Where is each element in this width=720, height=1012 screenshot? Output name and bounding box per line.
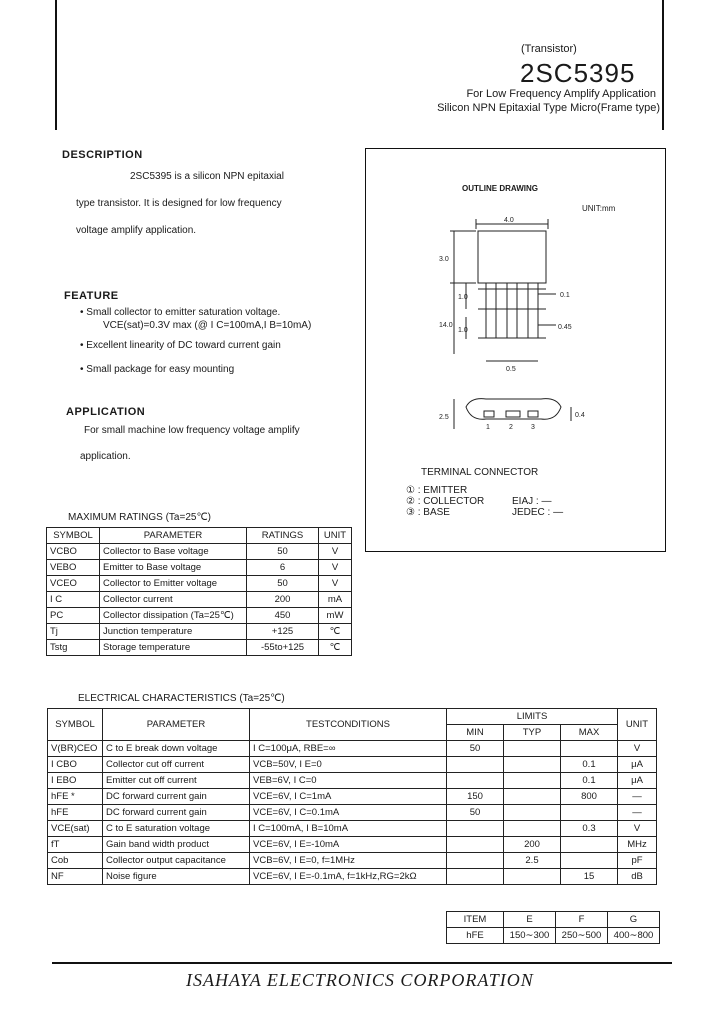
- cell: V: [618, 741, 657, 757]
- cell: hFE *: [48, 789, 103, 805]
- dim-4-0: 4.0: [504, 217, 514, 224]
- pin-3-label: 3: [531, 424, 535, 431]
- cell: Noise figure: [103, 869, 250, 885]
- elec-title: ELECTRICAL CHARACTERISTICS (Ta=25℃): [78, 693, 285, 704]
- cell: 0.1: [561, 757, 618, 773]
- description-line-3: voltage amplify application.: [76, 225, 197, 236]
- cell: Collector to Emitter voltage: [100, 576, 247, 592]
- cell: fT: [48, 837, 103, 853]
- table-row: [47, 560, 352, 576]
- table-row: [48, 773, 657, 789]
- col-min: MIN: [447, 725, 504, 741]
- cell: VEB=6V, I C=0: [250, 773, 447, 789]
- col-limits: LIMITS: [447, 709, 618, 725]
- cell: +125: [247, 624, 319, 640]
- cell: V: [319, 560, 352, 576]
- cell: [561, 853, 618, 869]
- cell: E: [504, 912, 556, 928]
- col-max: MAX: [561, 725, 618, 741]
- cell: DC forward current gain: [103, 789, 250, 805]
- feature-heading: FEATURE: [64, 290, 119, 302]
- cell: V(BR)CEO: [48, 741, 103, 757]
- cell: 450: [247, 608, 319, 624]
- col-unit: UNIT: [319, 528, 352, 544]
- cell: 6: [247, 560, 319, 576]
- dim-1-0-b: 1.0: [458, 327, 468, 334]
- cell: G: [608, 912, 660, 928]
- cell: [504, 757, 561, 773]
- cell: 150∼300: [504, 928, 556, 944]
- cell: [504, 741, 561, 757]
- feature-item-1: • Small collector to emitter saturation voltage.: [80, 307, 281, 318]
- cell: VCE=6V, I C=1mA: [250, 789, 447, 805]
- cell: V: [319, 544, 352, 560]
- outline-drawing-box: [365, 148, 666, 552]
- col-conditions: TESTCONDITIONS: [250, 709, 447, 741]
- dim-14-0: 14.0: [439, 322, 453, 329]
- cell: ℃: [319, 624, 352, 640]
- application-line-1: For small machine low frequency voltage amplify: [84, 425, 300, 436]
- cell: —: [618, 789, 657, 805]
- cell: PC: [47, 608, 100, 624]
- category-label: (Transistor): [521, 43, 577, 55]
- terminal-base: ③ : BASE: [406, 507, 450, 518]
- cell: I EBO: [48, 773, 103, 789]
- cell: 50: [447, 741, 504, 757]
- cell: pF: [618, 853, 657, 869]
- company-name: ISAHAYA ELECTRONICS CORPORATION: [186, 970, 534, 990]
- description-heading: DESCRIPTION: [62, 149, 143, 161]
- cell: I CBO: [48, 757, 103, 773]
- cell: [504, 869, 561, 885]
- cell: [447, 773, 504, 789]
- cell: I C=100μA, RBE=∞: [250, 741, 447, 757]
- feature-item-1-detail: VCE(sat)=0.3V max (@ I C=100mA,I B=10mA): [103, 320, 312, 331]
- terminal-collector: ② : COLLECTOR: [406, 496, 485, 507]
- cell: 800: [561, 789, 618, 805]
- cell: [561, 805, 618, 821]
- description-line-2: type transistor. It is designed for low frequency: [76, 198, 282, 209]
- cell: 50: [447, 805, 504, 821]
- table-row: [47, 544, 352, 560]
- dim-2-5: 2.5: [439, 414, 449, 421]
- subtitle-line-1: For Low Frequency Amplify Application: [466, 88, 656, 100]
- cell: DC forward current gain: [103, 805, 250, 821]
- cell: Collector cut off current: [103, 757, 250, 773]
- cell: Collector to Base voltage: [100, 544, 247, 560]
- max-ratings-table: [46, 527, 352, 656]
- cell: 50: [247, 544, 319, 560]
- cell: Collector output capacitance: [103, 853, 250, 869]
- cell: 200: [504, 837, 561, 853]
- package-side-view: [466, 399, 561, 420]
- cell: 2.5: [504, 853, 561, 869]
- col-parameter: PARAMETER: [103, 709, 250, 741]
- table-row: [48, 789, 657, 805]
- outline-drawing-svg: [366, 149, 663, 469]
- cell: Junction temperature: [100, 624, 247, 640]
- description-line-1: 2SC5395 is a silicon NPN epitaxial: [130, 171, 284, 182]
- cell: VCE=6V, I C=0.1mA: [250, 805, 447, 821]
- cell: F: [556, 912, 608, 928]
- cell: Emitter cut off current: [103, 773, 250, 789]
- cell: [504, 789, 561, 805]
- cell: 15: [561, 869, 618, 885]
- cell: V: [618, 821, 657, 837]
- header-right-rule: [662, 0, 664, 130]
- col-symbol: SYMBOL: [48, 709, 103, 741]
- cell: VCBO: [47, 544, 100, 560]
- table-header-row: [447, 912, 660, 928]
- cell: 200: [247, 592, 319, 608]
- outline-unit: UNIT:mm: [582, 204, 616, 213]
- cell: Tj: [47, 624, 100, 640]
- cell: μA: [618, 757, 657, 773]
- cell: VCB=6V, I E=0, f=1MHz: [250, 853, 447, 869]
- application-line-2: application.: [80, 451, 131, 462]
- cell: [504, 821, 561, 837]
- col-unit: UNIT: [618, 709, 657, 741]
- dim-0-5: 0.5: [506, 366, 516, 373]
- cell: VCB=50V, I E=0: [250, 757, 447, 773]
- table-row: [47, 608, 352, 624]
- table-header-row: [48, 709, 657, 725]
- cell: I C=100mA, I B=10mA: [250, 821, 447, 837]
- cell: mA: [319, 592, 352, 608]
- jedec-label: JEDEC : —: [512, 507, 564, 518]
- cell: μA: [618, 773, 657, 789]
- col-ratings: RATINGS: [247, 528, 319, 544]
- outline-title: OUTLINE DRAWING: [462, 184, 538, 193]
- table-row: [447, 928, 660, 944]
- table-row: [48, 741, 657, 757]
- cell: [504, 805, 561, 821]
- table-row: [48, 821, 657, 837]
- cell: VCE=6V, I E=-10mA: [250, 837, 447, 853]
- cell: [447, 821, 504, 837]
- terminal-heading: TERMINAL CONNECTOR: [421, 467, 539, 478]
- cell: ℃: [319, 640, 352, 656]
- dim-3-0: 3.0: [439, 256, 449, 263]
- cell: Cob: [48, 853, 103, 869]
- dim-1-0-a: 1.0: [458, 294, 468, 301]
- cell: C to E saturation voltage: [103, 821, 250, 837]
- feature-item-3: • Small package for easy mounting: [80, 364, 235, 375]
- cell: VCEO: [47, 576, 100, 592]
- footer-rule: [52, 962, 672, 964]
- table-row: [47, 592, 352, 608]
- cell: 0.3: [561, 821, 618, 837]
- col-symbol: SYMBOL: [47, 528, 100, 544]
- cell: [561, 837, 618, 853]
- table-row: [48, 757, 657, 773]
- table-row: [48, 805, 657, 821]
- lead-1: [486, 283, 496, 338]
- cell: -55to+125: [247, 640, 319, 656]
- cell: [447, 853, 504, 869]
- cell: [447, 757, 504, 773]
- cell: Emitter to Base voltage: [100, 560, 247, 576]
- elec-table: [47, 708, 657, 885]
- feature-item-2: • Excellent linearity of DC toward current gain: [80, 340, 281, 351]
- eiaj-label: EIAJ : —: [512, 496, 552, 507]
- table-row: [47, 640, 352, 656]
- terminal-emitter: ① : EMITTER: [406, 485, 468, 496]
- package-body: [478, 231, 546, 283]
- cell: C to E break down voltage: [103, 741, 250, 757]
- cell: Collector dissipation (Ta=25℃): [100, 608, 247, 624]
- header-left-rule: [55, 0, 57, 130]
- cell: 50: [247, 576, 319, 592]
- table-header-row: [47, 528, 352, 544]
- hfe-rank-table: [446, 911, 660, 944]
- cell: Storage temperature: [100, 640, 247, 656]
- cell: VEBO: [47, 560, 100, 576]
- cell: VCE(sat): [48, 821, 103, 837]
- pin-1-label: 1: [486, 424, 490, 431]
- part-number-title: 2SC5395: [520, 58, 636, 88]
- cell: V: [319, 576, 352, 592]
- cell: [447, 837, 504, 853]
- max-ratings-title: MAXIMUM RATINGS (Ta=25℃): [68, 512, 212, 523]
- cell: 400∼800: [608, 928, 660, 944]
- cell: [504, 773, 561, 789]
- cell: —: [618, 805, 657, 821]
- cell: MHz: [618, 837, 657, 853]
- lead-3: [528, 283, 538, 338]
- col-typ: TYP: [504, 725, 561, 741]
- table-row: [48, 853, 657, 869]
- dim-0-45: 0.45: [558, 324, 572, 331]
- dim-0-4: 0.4: [575, 412, 585, 419]
- col-parameter: PARAMETER: [100, 528, 247, 544]
- lead-2: [507, 283, 517, 338]
- cell: Collector current: [100, 592, 247, 608]
- cell: 250∼500: [556, 928, 608, 944]
- table-row: [48, 837, 657, 853]
- cell: hFE: [447, 928, 504, 944]
- cell: Tstg: [47, 640, 100, 656]
- application-heading: APPLICATION: [66, 406, 146, 418]
- cell: I C: [47, 592, 100, 608]
- dim-0-1: 0.1: [560, 292, 570, 299]
- cell: 0.1: [561, 773, 618, 789]
- cell: [561, 741, 618, 757]
- pin-2-label: 2: [509, 424, 513, 431]
- table-row: [48, 869, 657, 885]
- table-row: [47, 576, 352, 592]
- cell: Gain band width product: [103, 837, 250, 853]
- cell: NF: [48, 869, 103, 885]
- cell: hFE: [48, 805, 103, 821]
- cell: dB: [618, 869, 657, 885]
- cell: mW: [319, 608, 352, 624]
- cell: [447, 869, 504, 885]
- subtitle-line-2: Silicon NPN Epitaxial Type Micro(Frame type): [437, 102, 660, 114]
- table-row: [47, 624, 352, 640]
- cell: VCE=6V, I E=-0.1mA, f=1kHz,RG=2kΩ: [250, 869, 447, 885]
- cell: 150: [447, 789, 504, 805]
- cell: ITEM: [447, 912, 504, 928]
